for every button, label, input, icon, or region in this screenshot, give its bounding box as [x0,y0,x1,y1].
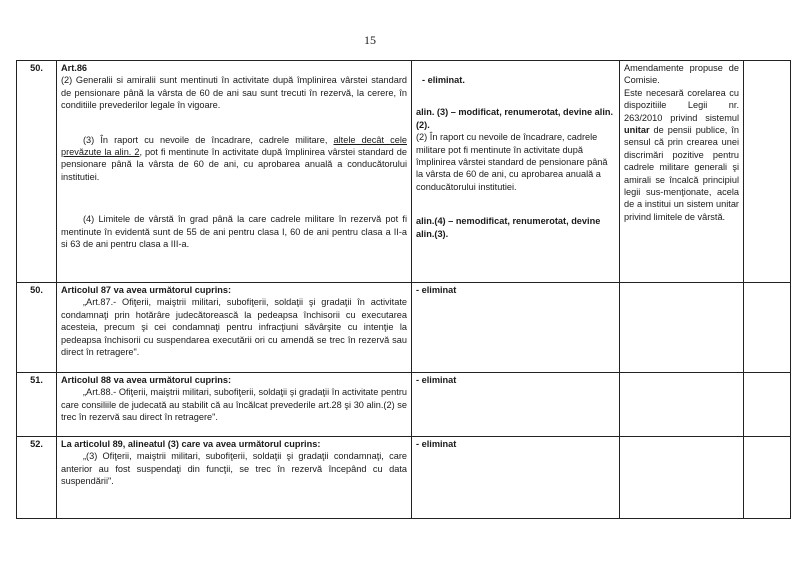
empty-cell [744,61,791,283]
amendments-table [16,60,791,519]
amendment-cell [412,61,620,283]
row-number: 52. [17,437,57,519]
table-row [17,373,791,437]
original-text-cell [57,283,412,373]
eliminated-note: - eliminat. [422,75,465,85]
amendment-cell [412,437,620,519]
eliminated-note: - eliminat [416,439,457,449]
alin4-heading: alin.(4) – nemodificat, renumerotat, devine alin.(3). [416,216,601,239]
eliminated-note: - eliminat [416,285,457,295]
original-text-cell [57,373,412,437]
alin3-text: (2) În raport cu nevoile de încadrare, cadrele militare pot fi mentinute în activitate după împlinirea vârstei standard de pensionare până la vârsta de 60 de ani, cu aprobarea anuală a conducătorului institutiei. [416,132,608,192]
article-text: „Art.87.- Ofiţerii, maiştrii militari, subofiţerii, soldaţii şi gradaţii în activitate condamnaţi prin hotărâre judecătorească la pedeapsa închisorii cu executarea acesteia, precum şi cei condamnaţi pentru infracţiuni săvârşite cu intenţie la pedeapsa închisorii cu suspendarea executării ori cu amendă se trec în rezervă sau direct în retragere". [61,297,407,358]
alin3-heading: alin. (3) – modificat, renumerotat, devine alin.(2). [416,107,614,130]
original-text-cell [57,437,412,519]
paragraph-2: (2) Generalii si amiralii sunt mentinuti în activitate după împlinirea vârstei standard de pensionare până la vârsta de 60 de ani sau sunt trecuti în rezervă, la cerere, în conditiile prevederilor legale în vigoare. [61,75,407,111]
paragraph-4: (4) Limitele de vârstă în grad până la care cadrele militare în rezervă pot fi mentinute în evidentă sunt de 55 de ani pentru clasa I, 60 de ani pentru clasa a II-a si 63 de ani pentru clasa a III-a. [61,214,407,250]
motivation-heading: Amendamente propuse de Comisie. [624,63,739,86]
article-title: Art.86 [61,63,88,73]
table-row [17,61,791,283]
article-text: „(3) Ofiţerii, maiştrii militari, subofiţerii, soldaţii şi gradaţii condamnaţi, care anterior au fost suspendaţi din funcţii, se trec în rezervă începând cu data suspendării". [61,451,407,487]
amendment-cell [412,373,620,437]
amendment-cell [412,283,620,373]
motivation-cell [620,437,744,519]
row-number: 50. [17,61,57,283]
table-row [17,437,791,519]
row-number: 51. [17,373,57,437]
article-heading: Articolul 88 va avea următorul cuprins: [61,375,232,385]
motivation-text: Este necesară corelarea cu dispozitiile Legii nr. 263/2010 privind sistemul unitar de pensii publice, în sensul că prin crearea unei discrimări pozitive pentru cadrele militare generali şi amirali se încalcă principiul legii sus-menţionate, acela de a institui un sistem unitar privind limitele de vârstă. [624,87,739,222]
empty-cell [744,373,791,437]
motivation-cell [620,373,744,437]
empty-cell [744,437,791,519]
motivation-cell [620,283,744,373]
article-heading: Articolul 87 va avea următorul cuprins: [61,285,232,295]
eliminated-note: - eliminat [416,375,457,385]
paragraph-3: (3) În raport cu nevoile de încadrare, cadrele militare, altele decât cele prevăzute la alin. 2, pot fi mentinute în activitate după împlinirea vârstei standard de pensionare până la vârsta de 60 de ani, cu aprobarea anuală a conducătorului institutiei. [61,134,408,182]
underlined-phrase: altele decât cele prevăzute la alin. 2 [61,134,407,158]
original-text-cell [57,61,412,283]
page-number: 15 [364,33,376,47]
table-row [17,283,791,373]
motivation-cell [620,61,744,283]
empty-cell [744,283,791,373]
article-text: „Art.88.- Ofiţerii, maiştrii militari, subofiţerii, soldaţii şi gradaţii în activitate pentru care consiliile de judecată au stabilit că au încălcat prevederile art.28 şi 30 alin.(2) se trec în rezervă sau direct în retragere". [61,387,407,423]
article-heading: La articolul 89, alineatul (3) care va avea următorul cuprins: [61,439,321,449]
row-number: 50. [17,283,57,373]
